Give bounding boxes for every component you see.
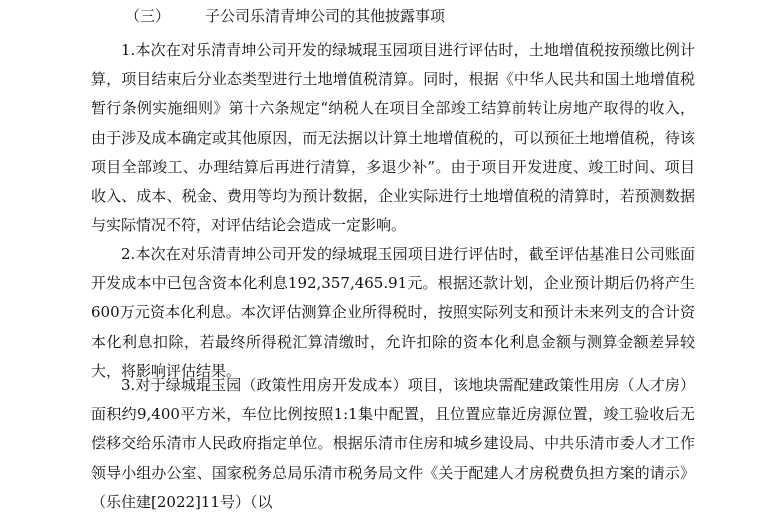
paragraph-policy-housing: 3.对于绿城琨玉园（政策性用房开发成本）项目，该地块需配建政策性用房（人才房）面积约9,400平方米，车位比例按照1:1集中配置，且位置应靠近房源位置，竣工验收后无偿移交给乐清市人民政府指定单位。根据乐清市住房和城乡建设局、中共乐清市委人才工作领导小组办公室、国家税务总局乐清市税务局文件《关于配建人才房税费负担方案的请示》（乐住建[2022]11号）（以 — [91, 376, 695, 511]
section-heading — [125, 5, 445, 27]
paragraph-capitalized-interest: 2.本次在对乐清青坤公司开发的绿城琨玉园项目进行评估时，截至评估基准日公司账面开发成本中已包含资本化利息192,357,465.91元。根据还款计划，企业预计期后仍将产生600万元资本化利息。本次评估测算企业所得税时，按照实际列支和预计未来列支的合计资本化利息扣除，若最终所得税汇算清缴时，允许扣除的资本化利息金额与测算金额差异较大，将影响评估结果。 — [91, 245, 695, 380]
paragraph-land-value-tax: 1.本次在对乐清青坤公司开发的绿城琨玉园项目进行评估时，土地增值税按预缴比例计算，项目结束后分业态类型进行土地增值税清算。同时，根据《中华人民共和国土地增值税暂行条例实施细则》第十六条规定“纳税人在项目全部竣工结算前转让房地产取得的收入，由于涉及成本确定或其他原因，而无法据以计算土地增值税的，可以预征土地增值税，待该项目全部竣工、办理结算后再进行清算，多退少补”。由于项目开发进度、竣工时间、项目收入、成本、税金、费用等均为预计数据，企业实际进行土地增值税的清算时，若预测数据与实际情况不符，对评估结论会造成一定影响。 — [91, 41, 695, 235]
section-number: （三） — [125, 7, 171, 25]
section-title: 子公司乐清青坤公司的其他披露事项 — [205, 7, 446, 25]
